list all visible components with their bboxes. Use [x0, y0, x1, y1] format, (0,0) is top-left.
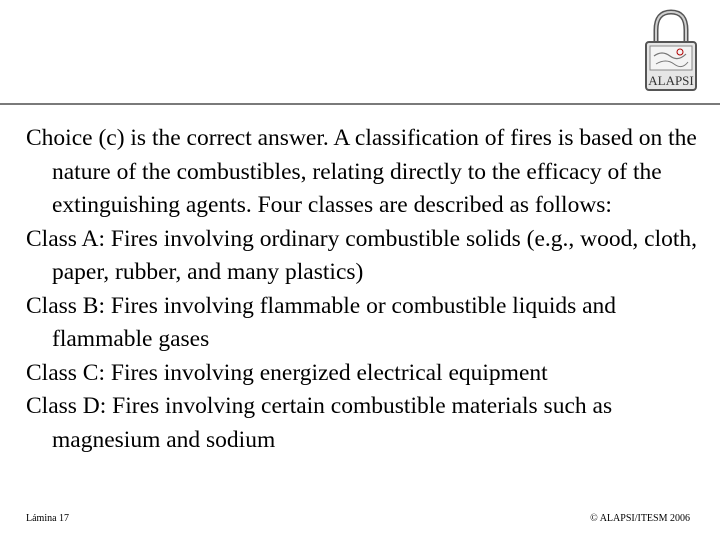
slide-header [0, 0, 720, 110]
class-d-paragraph: Class D: Fires involving certain combustible materials such as magnesium and sodium [26, 393, 613, 453]
padlock-logo-icon [640, 6, 702, 94]
copyright-notice: © ALAPSI/ITESM 2006 [590, 513, 690, 524]
class-b-paragraph: Class B: Fires involving flammable or combustible liquids and flammable gases [26, 292, 617, 352]
header-divider [0, 103, 720, 105]
slide-body [26, 122, 706, 457]
class-c-paragraph: Class C: Fires involving energized electrical equipment [26, 359, 548, 386]
class-a-paragraph: Class A: Fires involving ordinary combustible solids (e.g., wood, cloth, paper, rubber, and many plastics) [26, 225, 698, 285]
slide-number: Lámina 17 [26, 513, 70, 524]
answer-paragraph: Choice (c) is the correct answer. A classification of fires is based on the nature of the combustibles, relating directly to the efficacy of the extinguishing agents. Four classes are described as follows: [26, 125, 697, 218]
svg-text:ALAPSI: ALAPSI [648, 73, 694, 88]
